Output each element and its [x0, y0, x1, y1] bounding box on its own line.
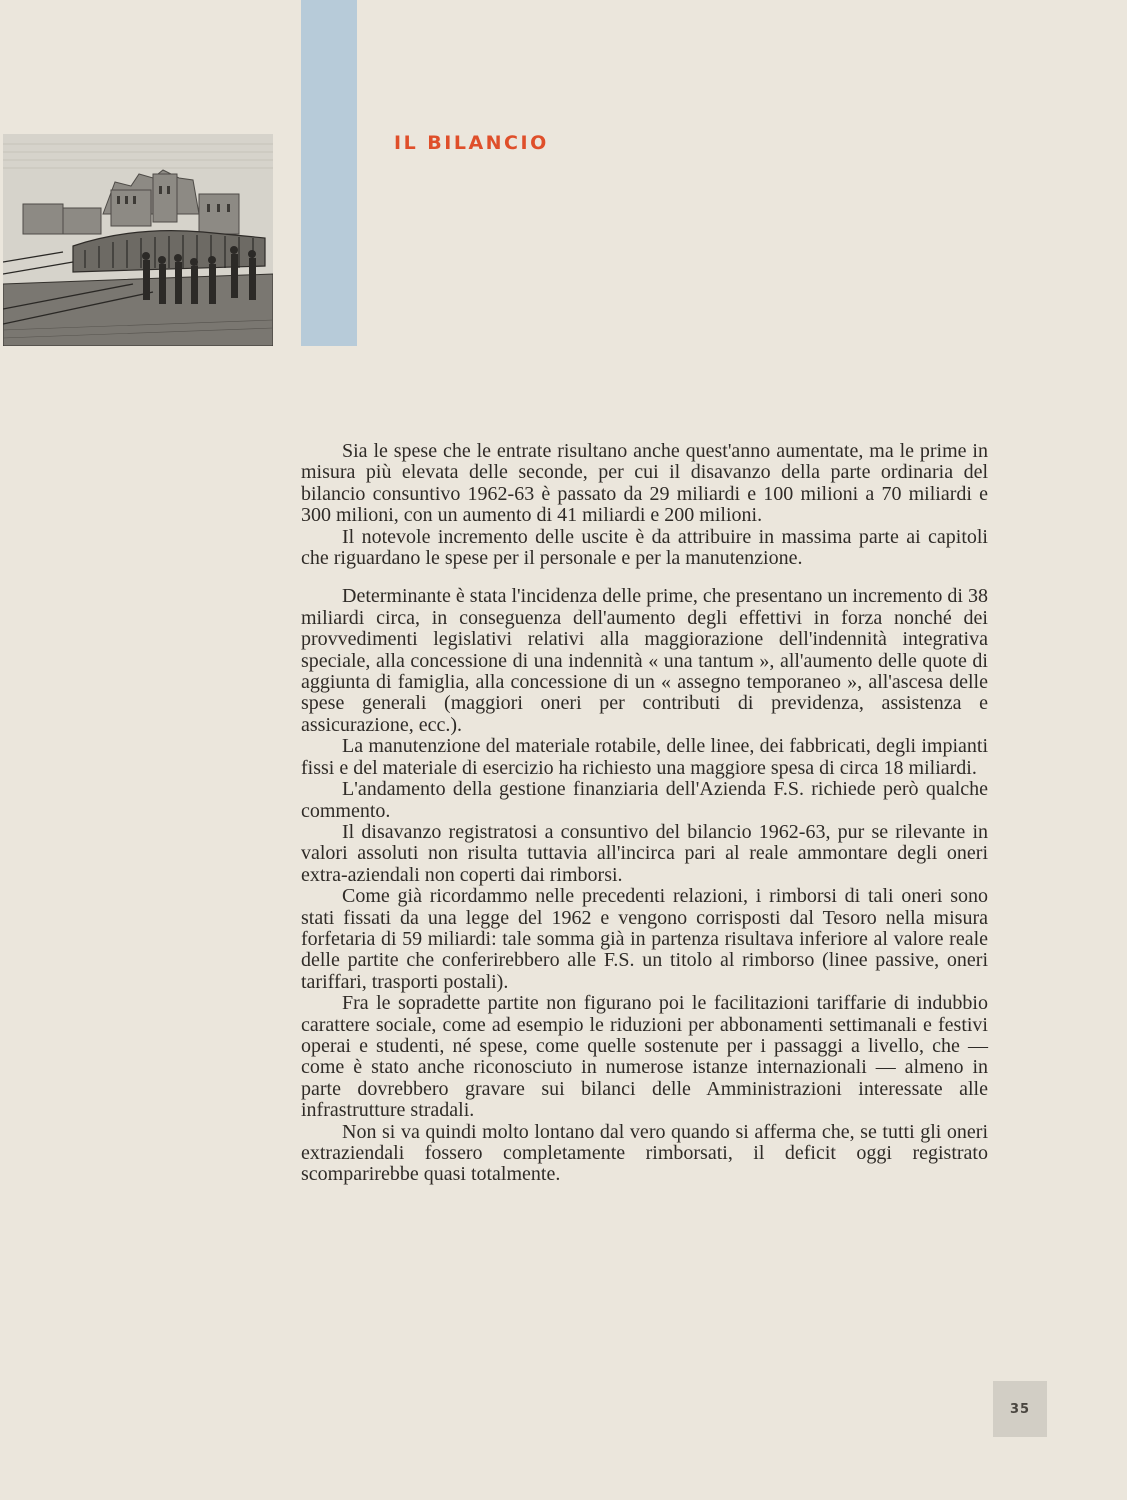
- article-body: [301, 441, 988, 1186]
- paragraph: Non si va quindi molto lontano dal vero quando si afferma che, se tutti gli oneri extraziendali fossero completamente rimborsati, il deficit oggi registrato scomparirebbe quasi totalmente.: [301, 1120, 988, 1186]
- railway-station-engraving: [3, 134, 273, 346]
- page-number-box: [993, 1381, 1047, 1437]
- engraving-image-icon: [3, 134, 273, 346]
- section-title: IL BILANCIO: [394, 132, 549, 154]
- paragraph: Il disavanzo registratosi a consuntivo del bilancio 1962-63, pur se rilevante in valori assoluti non risulta tuttavia all'incirca pari al reale ammontare degli oneri extra-aziendali non coperti dai rimborsi.: [301, 820, 988, 886]
- paragraph: L'andamento della gestione finanziaria dell'Azienda F.S. richiede però qualche commento.: [301, 778, 988, 822]
- paragraph: Determinante è stata l'incidenza delle prime, che presentano un incremento di 38 miliardi circa, in conseguenza dell'aumento degli effettivi in forza nonché dei provvedimenti legislativi relativi alla maggiorazione dell'indennità integrativa speciale, alla concessione di una indennità « una tantum », all'aumento delle quote di aggiunta di famiglia, alla concessione di un « assegno temporaneo », all'ascesa delle spese generali (maggiori oneri per contributi di previdenza, assistenza e assicurazione, ecc.).: [301, 585, 988, 736]
- paragraph: La manutenzione del materiale rotabile, delle linee, dei fabbricati, degli impianti fissi e del materiale di esercizio ha richiesto una maggiore spesa di circa 18 miliardi.: [301, 735, 988, 779]
- paragraph: Il notevole incremento delle uscite è da attribuire in massima parte ai capitoli che riguardano le spese per il personale e per la manutenzione.: [301, 525, 988, 570]
- page-number: 35: [1009, 1401, 1031, 1417]
- paragraph: Fra le sopradette partite non figurano poi le facilitazioni tariffarie di indubbio carattere sociale, come ad esempio le riduzioni per abbonamenti settimanali e festivi operai e studenti, né spese, come quelle sostenute per i passaggi a livello, che — come è stato anche riconosciuto in numerose istanze internazionali — almeno in parte dovrebbero gravare sui bilanci delle Amministrazioni interessate alle infrastrutture stradali.: [301, 992, 988, 1122]
- decorative-blue-band: [301, 0, 357, 346]
- paragraph: Sia le spese che le entrate risultano anche quest'anno aumentate, ma le prime in misura più elevata delle seconde, per cui il disavanzo della parte ordinaria del bilancio consuntivo 1962-63 è passato da 29 miliardi e 100 milioni a 70 miliardi e 300 milioni, con un aumento di 41 miliardi e 200 milioni.: [301, 440, 988, 527]
- paragraph: Come già ricordammo nelle precedenti relazioni, i rimborsi di tali oneri sono stati fissati da una legge del 1962 e vengono corrisposti dal Tesoro nella misura forfetaria di 59 miliardi: tale somma già in partenza risultava inferiore al valore reale delle partite che conferirebbero alle F.S. un titolo al rimborso (linee passive, oneri tariffari, trasporti postali).: [301, 885, 988, 993]
